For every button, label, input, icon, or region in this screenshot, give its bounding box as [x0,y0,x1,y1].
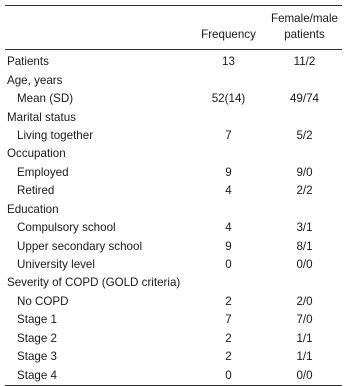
female-male-cell: 2/2 [296,184,313,198]
header-female-male [267,6,342,50]
frequency-cell: 9 [225,239,232,253]
frequency-cell: 2 [225,294,232,308]
female-male-cell: 8/1 [296,239,313,253]
female-male-cell: 1/1 [296,331,313,345]
demographics-table-container [5,5,342,386]
frequency-cell: 0 [225,368,232,382]
female-male-cell [267,108,342,126]
frequency-cell: 0 [225,258,232,272]
row-label: Occupation [7,147,66,161]
demographics-table [5,5,342,386]
frequency-cell: 13 [222,55,235,69]
row-sublabel: Stage 4 [17,368,57,382]
header-row [5,6,342,50]
table-row [5,293,342,311]
female-male-cell: 3/1 [296,221,313,235]
table-row [5,330,342,348]
row-sublabel: Employed [17,165,69,179]
header-frequency: Frequency [201,28,256,41]
frequency-cell: 52(14) [211,92,246,106]
row-sublabel: University level [17,258,95,272]
row-sublabel: Compulsory school [17,221,116,235]
header-female-male-line1: Female/male [270,12,338,25]
row-sublabel: Stage 1 [17,313,57,327]
table-row [5,256,342,274]
table-row [5,108,342,126]
female-male-cell [267,71,342,89]
female-male-cell: 49/74 [289,92,319,106]
row-label: Patients [7,55,49,69]
frequency-cell: 2 [225,350,232,364]
table-row [5,182,342,200]
table-row [5,237,342,255]
frequency-cell [190,201,267,219]
row-label: Severity of COPD (GOLD criteria) [7,276,181,290]
female-male-cell [267,145,342,163]
female-male-cell [267,274,342,292]
frequency-cell [190,145,267,163]
frequency-cell [190,108,267,126]
female-male-cell: 0/0 [296,368,313,382]
table-row [5,90,342,108]
female-male-cell: 2/0 [296,294,313,308]
frequency-cell [190,274,267,292]
table-row [5,164,342,182]
table-row [5,219,342,237]
row-sublabel: Stage 3 [17,350,57,364]
female-male-cell: 7/0 [296,313,313,327]
row-sublabel: Stage 2 [17,331,57,345]
row-sublabel: Living together [17,128,94,142]
frequency-cell: 4 [225,221,232,235]
row-sublabel: Retired [17,184,55,198]
frequency-cell: 2 [225,331,232,345]
row-label: Age, years [7,73,63,87]
frequency-cell: 7 [225,128,232,142]
row-sublabel: Mean (SD) [17,92,74,106]
table-row [5,127,342,145]
frequency-cell: 9 [225,165,232,179]
header-label-cell [5,6,190,50]
row-sublabel: No COPD [17,294,69,308]
row-sublabel: Upper secondary school [17,239,143,253]
frequency-cell: 7 [225,313,232,327]
header-female-male-line2: patients [284,28,325,41]
table-header [5,6,342,50]
table-row [5,311,342,329]
female-male-cell: 1/1 [296,350,313,364]
table-row [5,274,342,292]
table-row [5,348,342,366]
table-row [5,71,342,89]
table-row [5,366,342,385]
table-row [5,145,342,163]
female-male-cell: 11/2 [293,55,316,69]
female-male-cell: 9/0 [296,165,313,179]
table-row [5,50,342,72]
row-label: Marital status [7,110,76,124]
table-row [5,201,342,219]
row-label: Education [7,202,59,216]
frequency-cell: 4 [225,184,232,198]
female-male-cell: 5/2 [296,128,313,142]
female-male-cell [267,201,342,219]
female-male-cell: 0/0 [296,258,313,272]
table-body [5,50,342,386]
frequency-cell [190,71,267,89]
